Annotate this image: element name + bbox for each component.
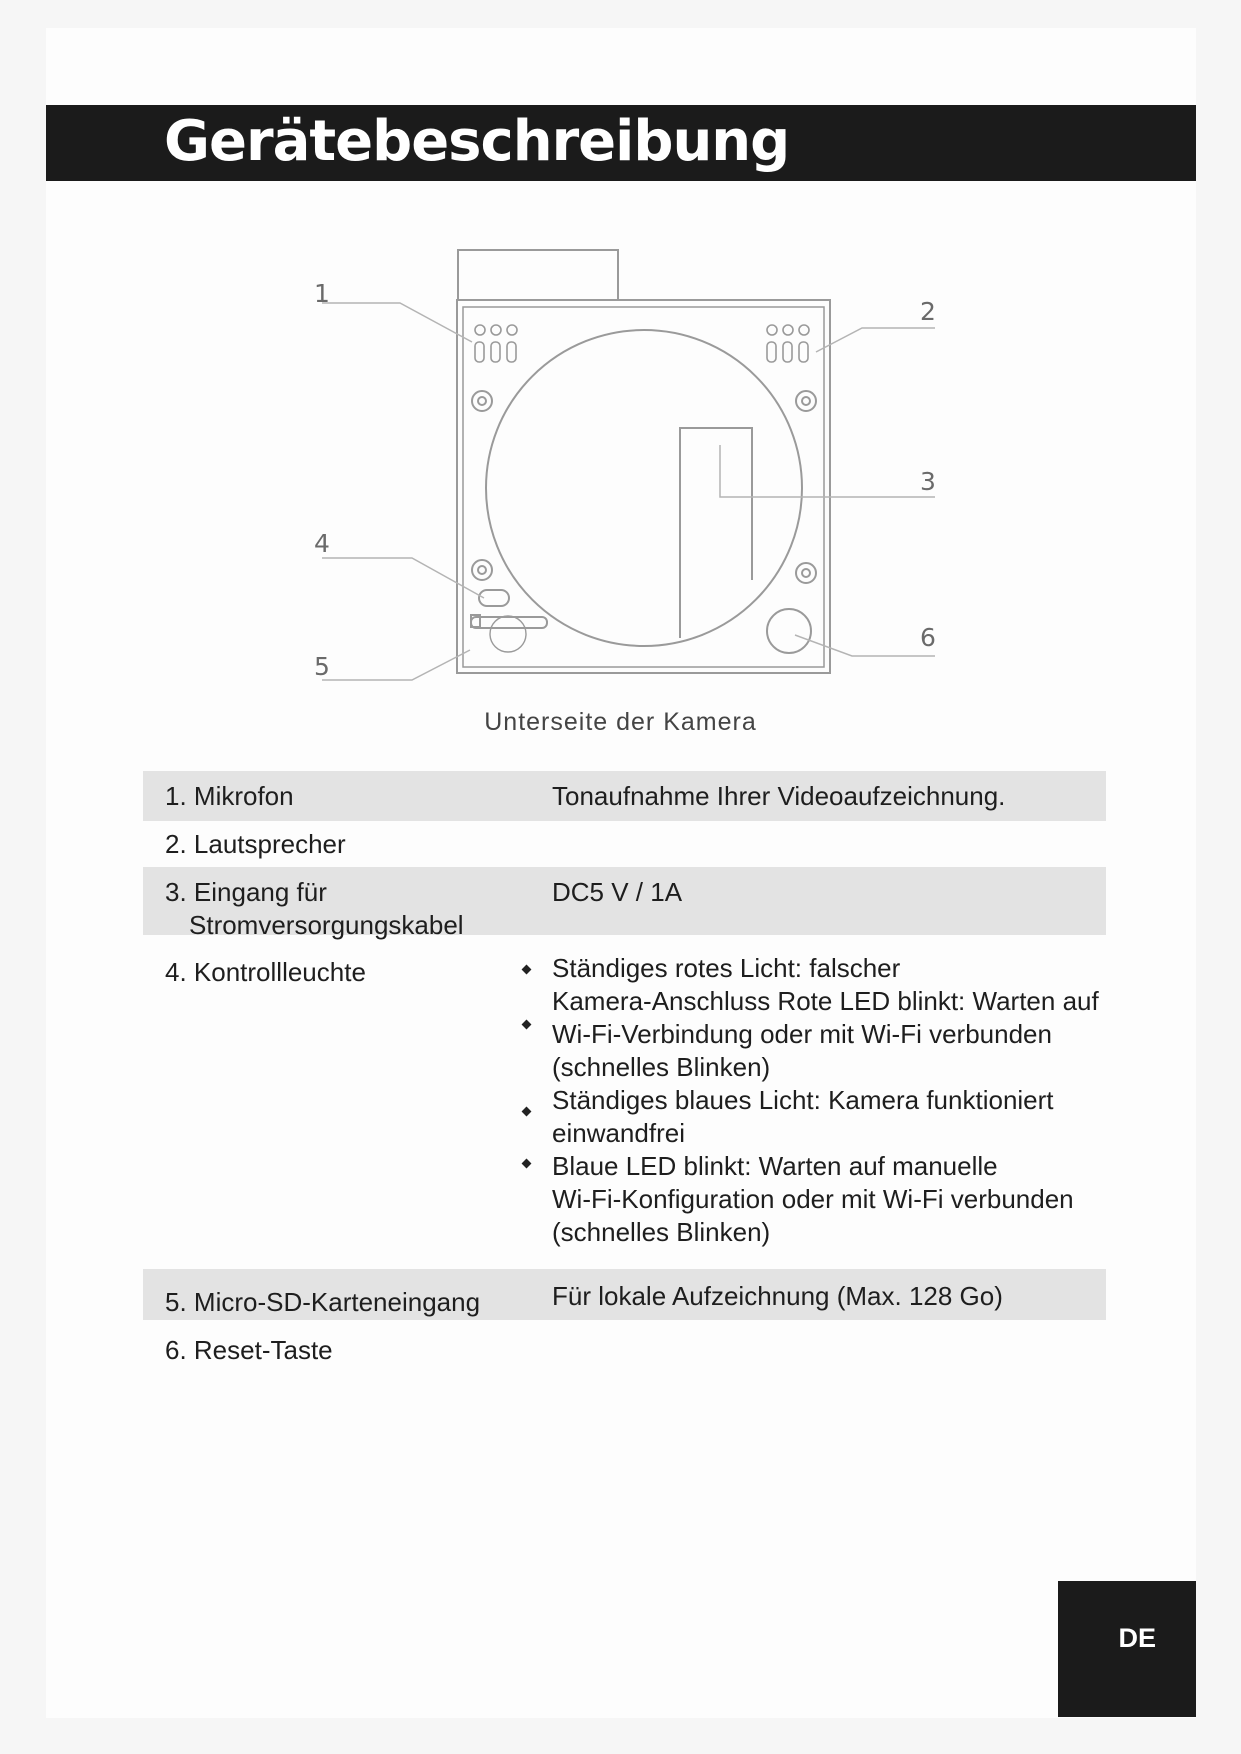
callout-6: 6 <box>920 623 936 652</box>
language-badge <box>1058 1581 1196 1717</box>
camera-body-inner <box>463 307 824 667</box>
component-description: DC5 V / 1A <box>552 877 683 907</box>
camera-bottom-diagram <box>0 0 1241 760</box>
description-line: einwandfrei <box>552 1118 685 1148</box>
callout-4: 4 <box>314 529 330 558</box>
camera-main-disc <box>486 330 802 646</box>
status-led-descriptions <box>552 952 1099 1249</box>
description-line: Ständiges blaues Licht: Kamera funktioniert <box>552 1085 1054 1115</box>
component-description: Tonaufnahme Ihrer Videoaufzeichnung. <box>552 781 1006 811</box>
component-label-line: 3. Eingang für <box>165 877 327 907</box>
component-label: 1. Mikrofon <box>165 781 294 811</box>
callout-5: 5 <box>314 652 330 681</box>
description-line: Wi-Fi-Konfiguration oder mit Wi-Fi verbunden <box>552 1184 1074 1214</box>
power-port-recess <box>680 428 752 638</box>
component-label-line: Stromversorgungskabel <box>189 910 464 940</box>
component-label: 2. Lautsprecher <box>165 829 346 859</box>
component-label: 6. Reset-Taste <box>165 1335 333 1365</box>
sd-card-slot <box>471 617 547 628</box>
component-description: Für lokale Aufzeichnung (Max. 128 Go) <box>552 1281 1003 1311</box>
component-label <box>165 876 464 942</box>
component-label: 4. Kontrollleuchte <box>165 957 366 987</box>
screw-holes <box>472 391 816 583</box>
sd-card-slot-ring <box>490 616 526 652</box>
description-line: Wi-Fi-Verbindung oder mit Wi-Fi verbunden <box>552 1019 1052 1049</box>
speaker-holes <box>767 325 809 362</box>
diagram-caption: Unterseite der Kamera <box>484 708 757 736</box>
description-line: Ständiges rotes Licht: falscher <box>552 953 901 983</box>
language-code: DE <box>1118 1623 1156 1653</box>
description-line: (schnelles Blinken) <box>552 1052 771 1082</box>
description-line: Blaue LED blinkt: Warten auf manuelle <box>552 1151 998 1181</box>
callout-1: 1 <box>314 279 330 308</box>
callout-2: 2 <box>920 297 936 326</box>
component-label: 5. Micro-SD-Karteneingang <box>165 1287 481 1317</box>
microphone-holes <box>475 325 517 362</box>
callout-3: 3 <box>920 467 936 496</box>
reset-button-outline <box>767 609 811 653</box>
camera-mount-tab <box>458 250 618 300</box>
page-title: Gerätebeschreibung <box>164 109 790 174</box>
description-line: (schnelles Blinken) <box>552 1217 771 1247</box>
description-line: Kamera-Anschluss Rote LED blinkt: Warten auf <box>552 986 1099 1016</box>
callout-leader-lines <box>322 303 935 680</box>
